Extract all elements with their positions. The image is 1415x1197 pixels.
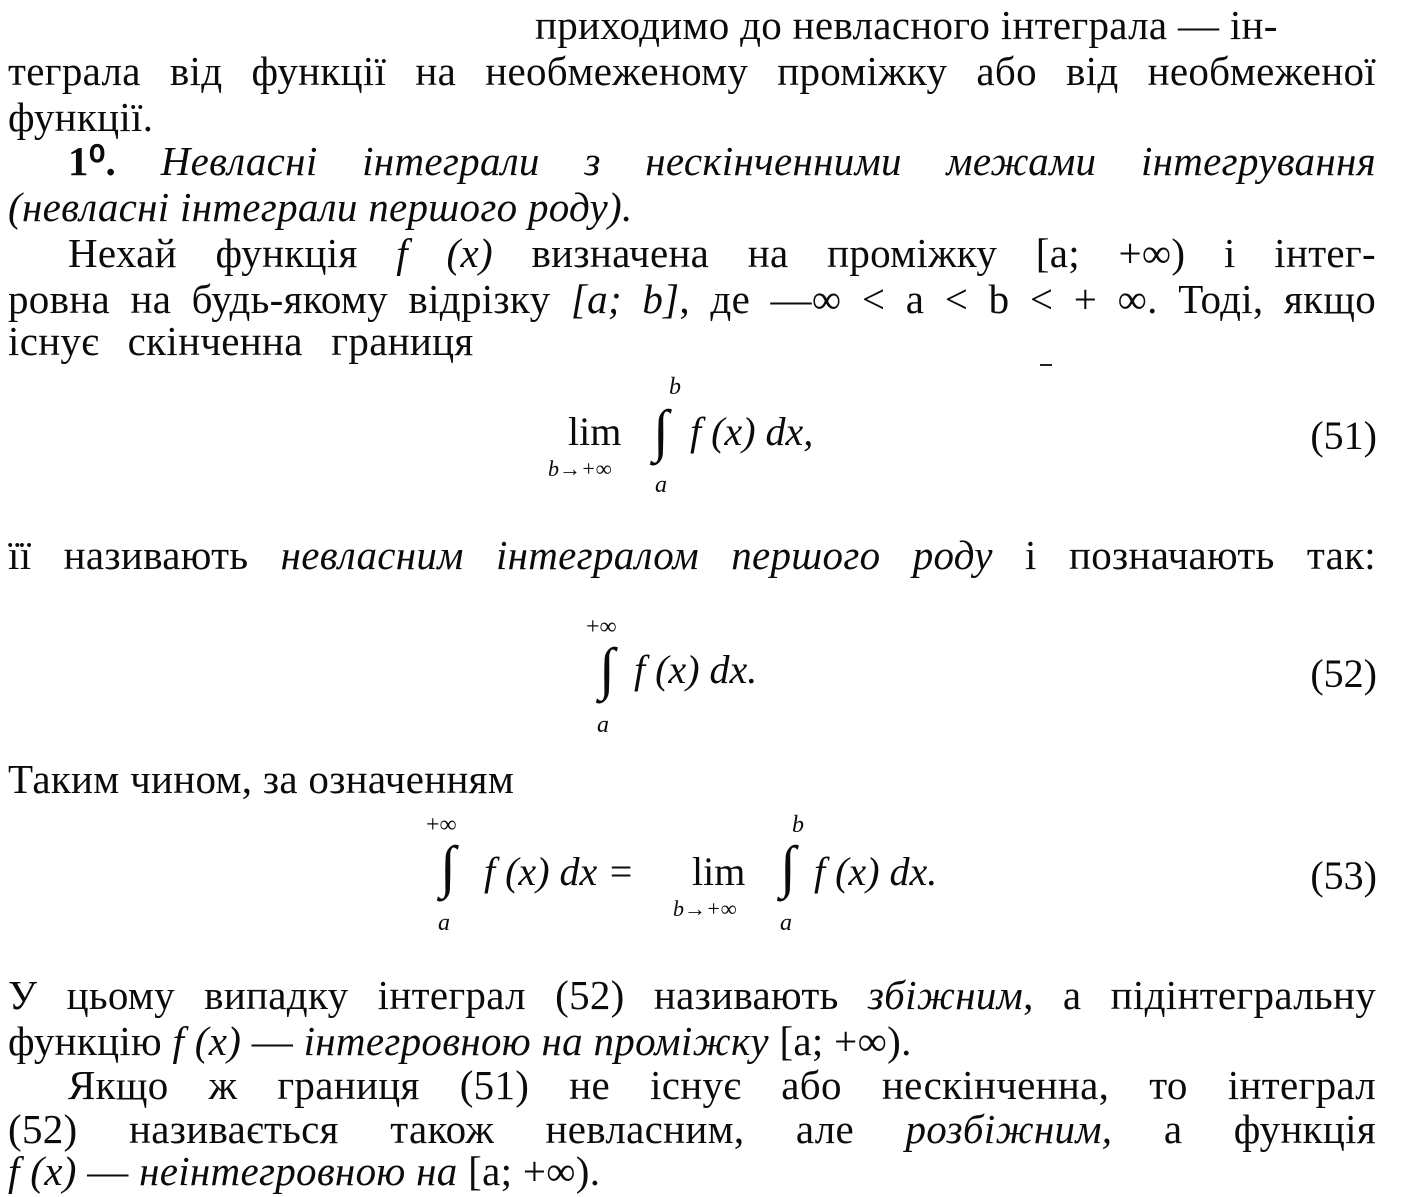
f51-integral-sign: ∫ (653, 398, 669, 463)
f53-lower-1: a (438, 910, 450, 936)
f51-upper: b (669, 374, 681, 400)
paragraph-3-line-1: Таким чином, за означенням (8, 756, 515, 802)
p4b-fx: f (x) (172, 1018, 242, 1064)
section-title-part-1: Невласні інтеграли з нескінченними межами інтегрування (160, 138, 1376, 184)
f53-number: (53) (1310, 853, 1377, 898)
f53-integrand-1: f (x) dx = (484, 849, 635, 894)
f52-number: (52) (1310, 651, 1377, 696)
p5b-text: (52) називається також невласним, але (8, 1106, 906, 1152)
f51-number: (51) (1310, 413, 1377, 458)
p1b-text-2: , де —∞ < a < b < + ∞. Тоді, якщо (679, 276, 1376, 322)
f53-integrand-2: f (x) dx. (814, 849, 938, 894)
p4-text: У цьому випадку інтеграл (52) називають (8, 972, 868, 1018)
f53-lim-sub: b→+∞ (673, 896, 737, 921)
f51-lim-sub: b→+∞ (548, 456, 612, 481)
f51-integrand: f (x) dx, (690, 409, 814, 454)
p5c-dash: — (76, 1148, 140, 1194)
section-heading-line-2: (невласні інтеграли першого роду). (8, 184, 633, 230)
p5c-interval: [a; +∞). (457, 1148, 601, 1194)
f51-lim: lim (568, 409, 622, 454)
f51-lower: a (655, 472, 667, 498)
p4b-interval: [a; +∞). (768, 1018, 912, 1064)
p5c-term: неінтегровною на (139, 1148, 458, 1194)
p4b-term: інтегровною на проміжку (303, 1018, 769, 1064)
p1-text-2: визначена на проміжку [a; +∞) і інтег- (492, 230, 1376, 276)
p5c-fx: f (x) (8, 1148, 77, 1194)
f53-lower-2: a (780, 910, 792, 936)
p2-text-2: і позначають так: (992, 532, 1376, 578)
p5b-text-2: а функція (1112, 1106, 1376, 1152)
paragraph-5-line-2 (8, 1106, 1376, 1152)
p1-text: Нехай функція (68, 230, 397, 276)
f52-lower: a (597, 712, 609, 738)
section-number: 1⁰. (68, 138, 117, 184)
f53-lim: lim (692, 849, 746, 894)
f52-integrand: f (x) dx. (634, 647, 758, 692)
text-line-1: приходимо до невласного інтеграла — ін- (535, 2, 1278, 48)
paragraph-4-line-1 (8, 972, 1376, 1018)
stray-mark (1040, 364, 1052, 366)
p2-term: невласним інтегралом першого роду (280, 532, 993, 578)
paragraph-1-line-3: існує скінченна границя (8, 318, 474, 364)
p4b-text: функцію (8, 1018, 173, 1064)
f53-upper-1: +∞ (426, 812, 457, 838)
paragraph-5-line-3 (8, 1148, 1376, 1194)
paragraph-2-line-1 (8, 532, 1376, 578)
p2-text: її називають (8, 532, 281, 578)
text-line-3: функції. (8, 94, 154, 140)
p1b-text: ровна на будь-якому відрізку (8, 276, 571, 322)
paragraph-1-line-1 (68, 230, 1376, 276)
paragraph-1-line-2 (8, 276, 1376, 322)
f52-upper: +∞ (586, 614, 617, 640)
f53-integral-sign-2: ∫ (780, 834, 796, 899)
p4-term-1: збіжним (867, 972, 1024, 1018)
p4b-dash: — (241, 1018, 304, 1064)
p5b-term: розбіжним, (905, 1106, 1113, 1152)
f53-upper-2: b (792, 812, 804, 838)
text-line-2: теграла від функції на необмеженому проміжку або від необмеженої (8, 48, 1376, 94)
section-heading-line-1 (68, 138, 1376, 184)
f52-integral-sign: ∫ (599, 636, 615, 701)
paragraph-4-line-2 (8, 1018, 1376, 1064)
p4-text-2: , а підінтегральну (1023, 972, 1377, 1018)
p1b-interval: [a; b] (570, 276, 680, 322)
p1-fx: f (x) (396, 230, 493, 276)
f53-integral-sign-1: ∫ (440, 834, 456, 899)
paragraph-5-line-1: Якщо ж границя (51) не існує або нескінченна, то інтеграл (68, 1062, 1376, 1108)
